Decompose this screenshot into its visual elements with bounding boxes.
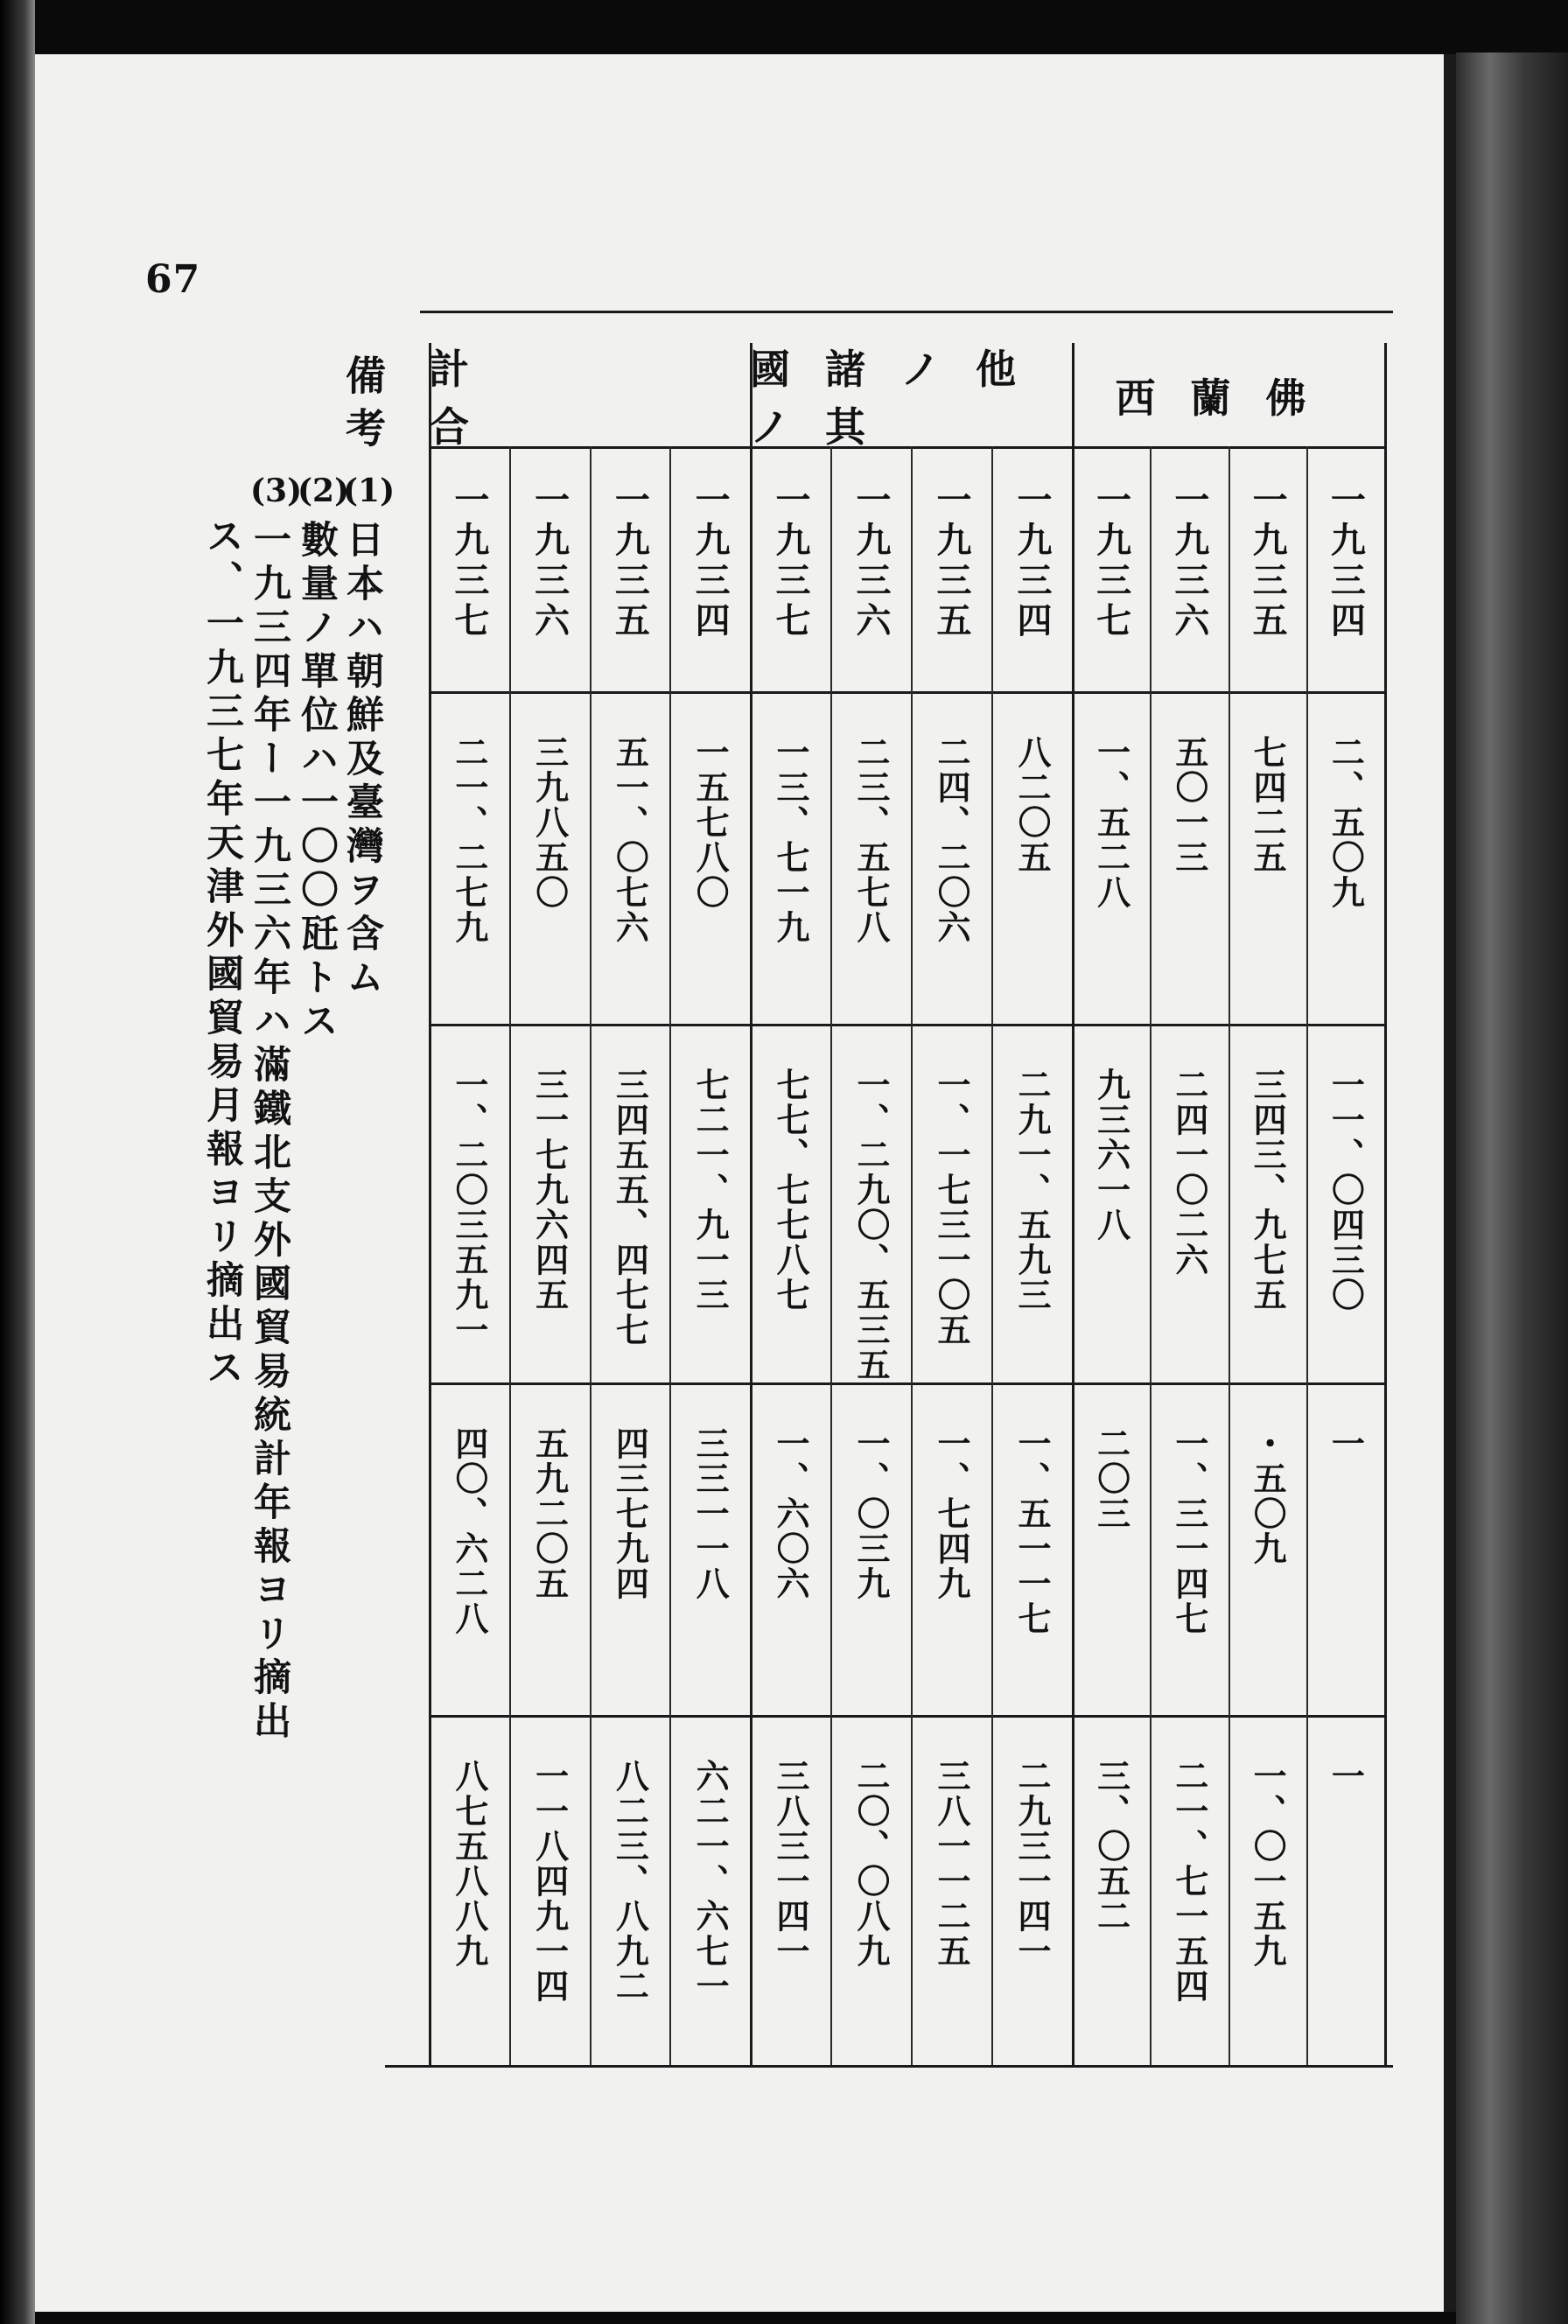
table-value: 一、三一四七 [1169, 1426, 1209, 1636]
table-value: 二、五〇九 [1326, 735, 1366, 910]
note-text: 一九三四年ー一九三六年ハ滿鐵北支外國貿易統計年報ヨリ摘出 [248, 520, 291, 1745]
table-value: 五九二〇五 [529, 1426, 570, 1601]
year-label: 一九三六 [528, 481, 570, 642]
year-label: 一九三四 [1012, 481, 1053, 642]
table-value: 一 [1326, 1426, 1366, 1461]
table-value-cell [1228, 1426, 1306, 1698]
table-value-cell [911, 735, 991, 1006]
table-value: 一、六〇六 [771, 1426, 810, 1601]
table-value-cell [1150, 1759, 1228, 2048]
year-cell [830, 481, 911, 682]
table-value-cell [991, 735, 1072, 1006]
year-cell [1306, 481, 1384, 682]
table-value: 一、五二八 [1091, 735, 1131, 910]
note-item [248, 472, 303, 1745]
table-value-cell [590, 1426, 670, 1698]
table-row-rule [429, 691, 1384, 694]
table-value-cell [590, 735, 670, 1006]
table-value-cell [429, 1426, 509, 1698]
table-value: 三四五五、四七七 [610, 1068, 650, 1348]
table-value: 三三一一八 [690, 1426, 731, 1601]
table-value: 四〇、六二八 [449, 1426, 489, 1636]
note-marker: (3) [250, 472, 303, 509]
note-text: ス、一九三七年天津外國貿易月報ヨリ摘出ス [200, 516, 244, 1391]
table-value-cell [991, 1068, 1072, 1365]
table-value-cell [509, 1759, 590, 2048]
table-value-cell [1228, 1068, 1306, 1365]
notes-title: 備考 [340, 354, 387, 459]
table-bottom-rule [385, 2065, 1393, 2068]
table-value-cell [750, 1759, 830, 2048]
table-value-cell [590, 1068, 670, 1365]
table-value: 三一七九六四五 [529, 1068, 570, 1312]
table-value: 一、二九〇、五三五 [851, 1068, 891, 1382]
table-value: 一一、〇四三〇 [1326, 1068, 1366, 1312]
table-value: 二四一〇二六 [1169, 1068, 1209, 1278]
group-header [750, 346, 1072, 451]
table-value-cell [429, 1068, 509, 1365]
table-value-cell [830, 1759, 911, 2048]
table-value: 二四、二〇六 [932, 735, 971, 945]
table-value-cell [429, 735, 509, 1006]
table-value-cell [991, 1426, 1072, 1698]
table-value-cell [669, 1759, 750, 2048]
table-value: 八二三、八九二 [610, 1759, 650, 2004]
table-value-cell [830, 1426, 911, 1698]
table-value: 一、一七三一〇五 [932, 1068, 971, 1348]
year-cell [991, 481, 1072, 682]
table-value-cell [669, 1068, 750, 1365]
table-value-cell [1228, 1759, 1306, 2048]
table-value: ・五〇九 [1248, 1426, 1288, 1566]
table-value-cell [750, 1426, 830, 1698]
table-value: 六二一、六七一 [690, 1759, 731, 2004]
note-item [200, 472, 244, 1391]
table-top-rule [420, 311, 1393, 313]
table-value: 二〇三 [1091, 1426, 1131, 1531]
year-cell [669, 481, 750, 682]
table-value-cell [750, 1068, 830, 1365]
table-row-rule [429, 1382, 1384, 1385]
table-value-cell [1306, 1068, 1384, 1365]
table-value-cell [509, 735, 590, 1006]
year-cell [911, 481, 991, 682]
scan-right-edge [1456, 52, 1568, 2324]
year-label: 一九三七 [1090, 481, 1132, 642]
table-right-rule [1384, 343, 1387, 2065]
table-value-cell [911, 1759, 991, 2048]
table-value: 七七、七七八七 [771, 1068, 810, 1312]
table-value: 一 [1326, 1759, 1366, 1794]
group-header [1072, 360, 1384, 430]
table-value-cell [830, 735, 911, 1006]
group-header [429, 346, 750, 451]
table-value-cell [911, 1068, 991, 1365]
table-value: 二九一、五九三 [1012, 1068, 1052, 1312]
table-value: 一五七八〇 [690, 735, 731, 910]
table-value-cell [509, 1068, 590, 1365]
note-marker: (2) [298, 472, 350, 509]
year-cell [750, 481, 830, 682]
table-value: 五一、〇七六 [610, 735, 650, 945]
table-value-cell [830, 1068, 911, 1382]
year-label: 一九三六 [1168, 481, 1210, 642]
note-item [295, 472, 350, 1045]
year-label: 一九三四 [690, 481, 732, 642]
year-label: 一九三六 [850, 481, 892, 642]
table-value-cell [911, 1426, 991, 1698]
table-value: 八七五八八九 [449, 1759, 489, 1969]
table-value-cell [991, 1759, 1072, 2048]
table-value: 一、〇三九 [851, 1426, 891, 1601]
group-header-label: 國諸ノ他ノ其 [750, 346, 1051, 451]
year-label: 一九三四 [1325, 481, 1367, 642]
year-label: 一九三五 [1247, 481, 1289, 642]
table-value: 三、〇五二 [1091, 1759, 1131, 1934]
note-text: 日本ハ朝鮮及臺灣ヲ含ム [340, 520, 384, 1001]
table-value: 七二一、九一三 [690, 1068, 731, 1312]
table-value-cell [669, 735, 750, 1006]
table-value: 二一、二七九 [449, 735, 489, 945]
table-value: 一、〇一五九 [1248, 1759, 1288, 1969]
note-marker: (1) [343, 472, 396, 509]
table-value-cell [590, 1759, 670, 2048]
table-value-cell [1072, 1426, 1150, 1698]
year-cell [1228, 481, 1306, 682]
table-value: 一、七四九 [932, 1426, 971, 1601]
table-value-cell [1072, 735, 1150, 1006]
year-label: 一九三五 [931, 481, 972, 642]
table-row-rule [429, 1024, 1384, 1026]
note-item [340, 472, 396, 1001]
note-text: 數量ノ單位ハ一〇〇瓩トス [295, 520, 339, 1045]
table-value-cell [1072, 1068, 1150, 1365]
table-value: 一三、七一九 [771, 735, 810, 945]
table-value-cell [1150, 1426, 1228, 1698]
table-value: 三八一一二五 [932, 1759, 971, 1969]
page-number: 67 [145, 257, 201, 302]
table-value-cell [1228, 735, 1306, 1006]
year-label: 一九三七 [448, 481, 490, 642]
table-value: 二一、七一五四 [1169, 1759, 1209, 2004]
table-value-cell [750, 735, 830, 1006]
table-value-cell [1150, 735, 1228, 1006]
table-value-cell [1306, 1759, 1384, 2048]
table-value: 一一八四九一四 [529, 1759, 570, 2004]
table-value: 一、二〇三五九一 [449, 1068, 489, 1348]
table-value: 九三六一八 [1091, 1068, 1131, 1242]
table-row-rule [429, 1715, 1384, 1718]
year-label: 一九三七 [770, 481, 811, 642]
table-value: 三九八五〇 [529, 735, 570, 910]
year-cell [590, 481, 670, 682]
year-label: 一九三五 [609, 481, 651, 642]
table-value: 三八三一四一 [771, 1759, 810, 1969]
table-value-cell [1072, 1759, 1150, 2048]
table-value: 三四三、九七五 [1248, 1068, 1288, 1312]
table-value-cell [669, 1426, 750, 1698]
table-value: 五〇一三 [1169, 735, 1209, 875]
table-value: 二〇、〇八九 [851, 1759, 891, 1969]
table-value: 八二〇五 [1012, 735, 1052, 875]
table-value: 二九三一四一 [1012, 1759, 1052, 1969]
group-header-label: 計合 [429, 346, 600, 451]
year-cell [429, 481, 509, 682]
group-header-label: 西蘭佛 [1115, 374, 1341, 422]
year-cell [509, 481, 590, 682]
scan-left-edge [0, 0, 35, 2324]
table-value-cell [1306, 1426, 1384, 1698]
table-value: 二三、五七八 [851, 735, 891, 945]
table-value-cell [1150, 1068, 1228, 1365]
table-value-cell [429, 1759, 509, 2048]
table-value-cell [509, 1426, 590, 1698]
year-cell [1072, 481, 1150, 682]
table-value: 一、五一一七 [1012, 1426, 1052, 1636]
table-value: 七四二五 [1248, 735, 1288, 875]
year-cell [1150, 481, 1228, 682]
table-value-cell [1306, 735, 1384, 1006]
table-value: 四三七九四 [610, 1426, 650, 1601]
